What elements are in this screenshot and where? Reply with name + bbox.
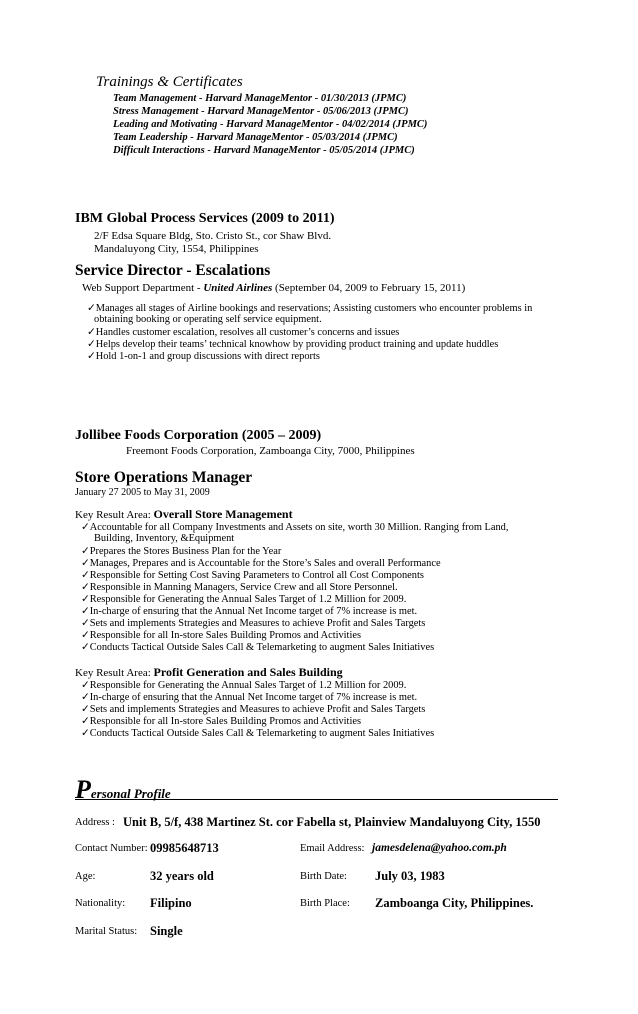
jollibee-dates: January 27 2005 to May 31, 2009 — [75, 487, 210, 498]
ibm-dept-prefix: Web Support Department - — [82, 282, 204, 294]
ibm-bullet: ✓Helps develop their teams’ technical knowhow by providing product training and update huddles — [87, 339, 499, 350]
kra1-bullet: ✓Responsible for Generating the Annual Sales Target of 1.2 Million for 2009. — [81, 594, 407, 605]
nationality-value: Filipino — [150, 896, 192, 910]
ibm-bullet: ✓Manages all stages of Airline bookings and reservations; Assisting customers who encounter problems in — [87, 303, 533, 314]
jollibee-company-heading: Jollibee Foods Corporation (2005 – 2009) — [75, 428, 322, 443]
kra1-bullet: Building, Inventory, &Equipment — [94, 533, 235, 544]
kra2-bullet: ✓Responsible for all In-store Sales Building Promos and Activities — [81, 716, 361, 727]
training-item: Difficult Interactions - Harvard ManageMentor - 05/05/2014 (JPMC) — [113, 145, 415, 156]
training-item: Team Management - Harvard ManageMentor - 01/30/2013 (JPMC) — [113, 93, 407, 104]
profile-title-initial: P — [75, 775, 91, 804]
kra1-bullet: ✓Accountable for all Company Investments and Assets on site, worth 30 Million. Ranging from Land, — [81, 522, 509, 533]
nationality-label: Nationality: — [75, 898, 126, 909]
ibm-bullet: obtaining booking or operating self service equipment. — [94, 314, 322, 325]
kra2-bullet: ✓In-charge of ensuring that the Annual Net Income target of 7% increase is met. — [81, 692, 418, 703]
kra-profit-heading — [75, 665, 343, 680]
ibm-address-line-2: Mandaluyong City, 1554, Philippines — [94, 243, 259, 255]
training-item: Leading and Motivating - Harvard ManageMentor - 04/02/2014 (JPMC) — [113, 119, 428, 130]
ibm-dept-dates: (September 04, 2009 to February 15, 2011) — [272, 282, 466, 294]
kra1-bullet: ✓Manages, Prepares and is Accountable for the Store’s Sales and overall Performance — [81, 558, 441, 569]
ibm-department — [82, 282, 465, 294]
kra-label: Key Result Area: — [75, 509, 154, 521]
kra1-bullet: ✓Responsible for all In-store Sales Building Promos and Activities — [81, 630, 361, 641]
marital-label: Marital Status: — [75, 926, 138, 937]
ibm-bullet: ✓Hold 1-on-1 and group discussions with direct reports — [87, 351, 320, 362]
trainings-title: Trainings & Certificates — [96, 74, 243, 90]
kra-title: Profit Generation and Sales Building — [153, 665, 343, 679]
marital-value: Single — [150, 924, 183, 938]
jollibee-address: Freemont Foods Corporation, Zamboanga City, 7000, Philippines — [126, 445, 415, 457]
birthplace-label: Birth Place: — [300, 898, 350, 909]
kra1-bullet: ✓Responsible in Manning Managers, Service Crew and all Store Personnel. — [81, 582, 398, 593]
contact-value: 09985648713 — [150, 841, 219, 855]
kra1-bullet: ✓Conducts Tactical Outside Sales Call & Telemarketing to augment Sales Initiatives — [81, 642, 435, 653]
ibm-address-line-1: 2/F Edsa Square Bldg, Sto. Cristo St., cor Shaw Blvd. — [94, 230, 332, 242]
kra1-bullet: ✓Sets and implements Strategies and Measures to achieve Profit and Sales Targets — [81, 618, 426, 629]
jollibee-role-heading: Store Operations Manager — [75, 469, 253, 486]
kra1-bullet: ✓Prepares the Stores Business Plan for the Year — [81, 546, 282, 557]
address-label: Address : — [75, 817, 115, 828]
birthdate-value: July 03, 1983 — [375, 869, 445, 883]
kra1-bullet: ✓Responsible for Setting Cost Saving Parameters to Control all Cost Components — [81, 570, 424, 581]
ibm-role-heading: Service Director - Escalations — [75, 262, 271, 279]
address-value: Unit B, 5/f, 438 Martinez St. cor Fabella st, Plainview Mandaluyong City, 1550 — [123, 815, 541, 829]
birthdate-label: Birth Date: — [300, 871, 347, 882]
ibm-dept-client: United Airlines — [203, 282, 273, 294]
email-label: Email Address: — [300, 843, 365, 854]
kra2-bullet: ✓Responsible for Generating the Annual Sales Target of 1.2 Million for 2009. — [81, 680, 407, 691]
profile-title-rest: ersonal Profile — [90, 786, 171, 801]
age-value: 32 years old — [150, 869, 214, 883]
kra-label: Key Result Area: — [75, 667, 154, 679]
birthplace-value: Zamboanga City, Philippines. — [375, 896, 534, 910]
training-item: Team Leadership - Harvard ManageMentor - 05/03/2014 (JPMC) — [113, 132, 398, 143]
kra2-bullet: ✓Conducts Tactical Outside Sales Call & Telemarketing to augment Sales Initiatives — [81, 728, 435, 739]
kra-overall-store-heading — [75, 507, 293, 522]
personal-profile-title — [75, 775, 171, 805]
section-divider — [75, 799, 558, 800]
training-item: Stress Management - Harvard ManageMentor - 05/06/2013 (JPMC) — [113, 106, 409, 117]
kra1-bullet: ✓In-charge of ensuring that the Annual Net Income target of 7% increase is met. — [81, 606, 418, 617]
ibm-company-heading: IBM Global Process Services (2009 to 2011) — [75, 211, 335, 226]
contact-label: Contact Number: — [75, 843, 148, 854]
kra2-bullet: ✓Sets and implements Strategies and Measures to achieve Profit and Sales Targets — [81, 704, 426, 715]
kra-title: Overall Store Management — [153, 507, 293, 521]
email-value: jamesdelena@yahoo.com.ph — [372, 842, 507, 854]
age-label: Age: — [75, 871, 96, 882]
ibm-bullet: ✓Handles customer escalation, resolves all customer’s concerns and issues — [87, 327, 400, 338]
